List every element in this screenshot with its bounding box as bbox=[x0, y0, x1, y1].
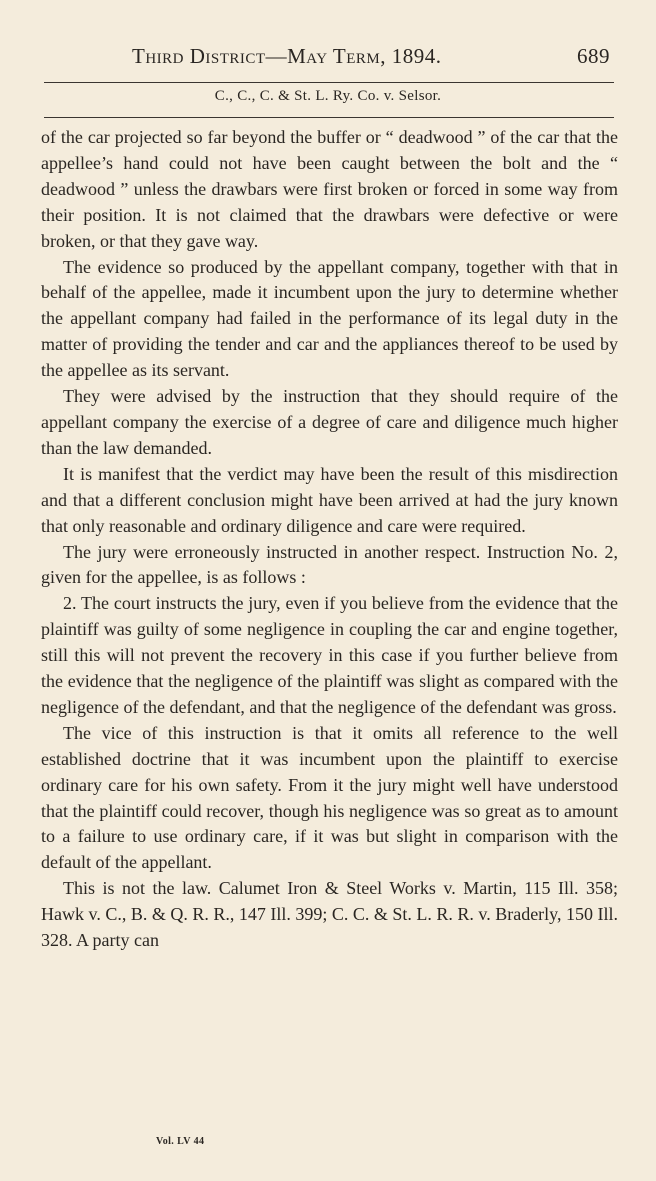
paragraph-continued: of the car projected so far beyond the buffer or “ deadwood ” of the car that the appellee’s hand could not have been caught between the bolt and the “ deadwood ” unless the drawbars were first broken or forced in some way from their position. It is not claimed that the drawbars were defective or were broken, or that they gave way. bbox=[41, 127, 618, 251]
paragraph: This is not the law. Calumet Iron & Steel Works v. Martin, 115 Ill. 358; Hawk v. C., B. & Q. R. R., 147 Ill. 399; C. C. & St. L. R. R. v. Braderly, 150 Ill. 328. A party can bbox=[41, 878, 619, 951]
opinion-body bbox=[41, 125, 618, 954]
case-title-rule bbox=[44, 117, 614, 118]
page-number: 689 bbox=[577, 44, 610, 68]
paragraph: The jury were erroneously instructed in another respect. Instruction No. 2, given for the appellee, is as follows : bbox=[41, 541, 618, 588]
case-title: C., C., C. & St. L. Ry. Co. v. Selsor. bbox=[214, 88, 442, 104]
signature-mark: Vol. LV 44 bbox=[156, 1136, 205, 1147]
instruction-quote: 2. The court instructs the jury, even if you believe from the evidence that the plaintiff was guilty of some negligence in coupling the car and engine together, still this will not prevent the recovery in this case if you further believe from the evidence that the negligence of the plaintiff was slight as compared with the negligence of the defendant, and that the negligence of the defendant was gross. bbox=[41, 593, 618, 717]
paragraph: They were advised by the instruction that they should require of the appellant company the exercise of a degree of care and diligence much higher than the law demanded. bbox=[41, 386, 618, 458]
running-head bbox=[40, 44, 616, 72]
paragraph: The vice of this instruction is that it omits all reference to the well established doctrine that it was incumbent upon the plaintiff to exercise ordinary care for his own safety. From it the jury might well have understood that the plaintiff could recover, though his negligence was so great as to amount to a failure to use ordinary care, if it was but slight in comparison with the default of the appellant. bbox=[41, 722, 618, 873]
paragraph: The evidence so produced by the appellant company, together with that in behalf of the appellee, made it incumbent upon the jury to determine whether the appellant company had failed in the performance of its legal duty in the matter of providing the tender and car and the appliances thereof to be used by the appellee as its servant. bbox=[41, 256, 618, 381]
header-rule bbox=[44, 82, 614, 83]
running-head-title: Third District—May Term, 1894. bbox=[132, 44, 442, 68]
paragraph: It is manifest that the verdict may have been the result of this misdirection and that a different conclusion might have been arrived at had the jury known that only reasonable and ordinary diligence and care were required. bbox=[41, 463, 618, 536]
